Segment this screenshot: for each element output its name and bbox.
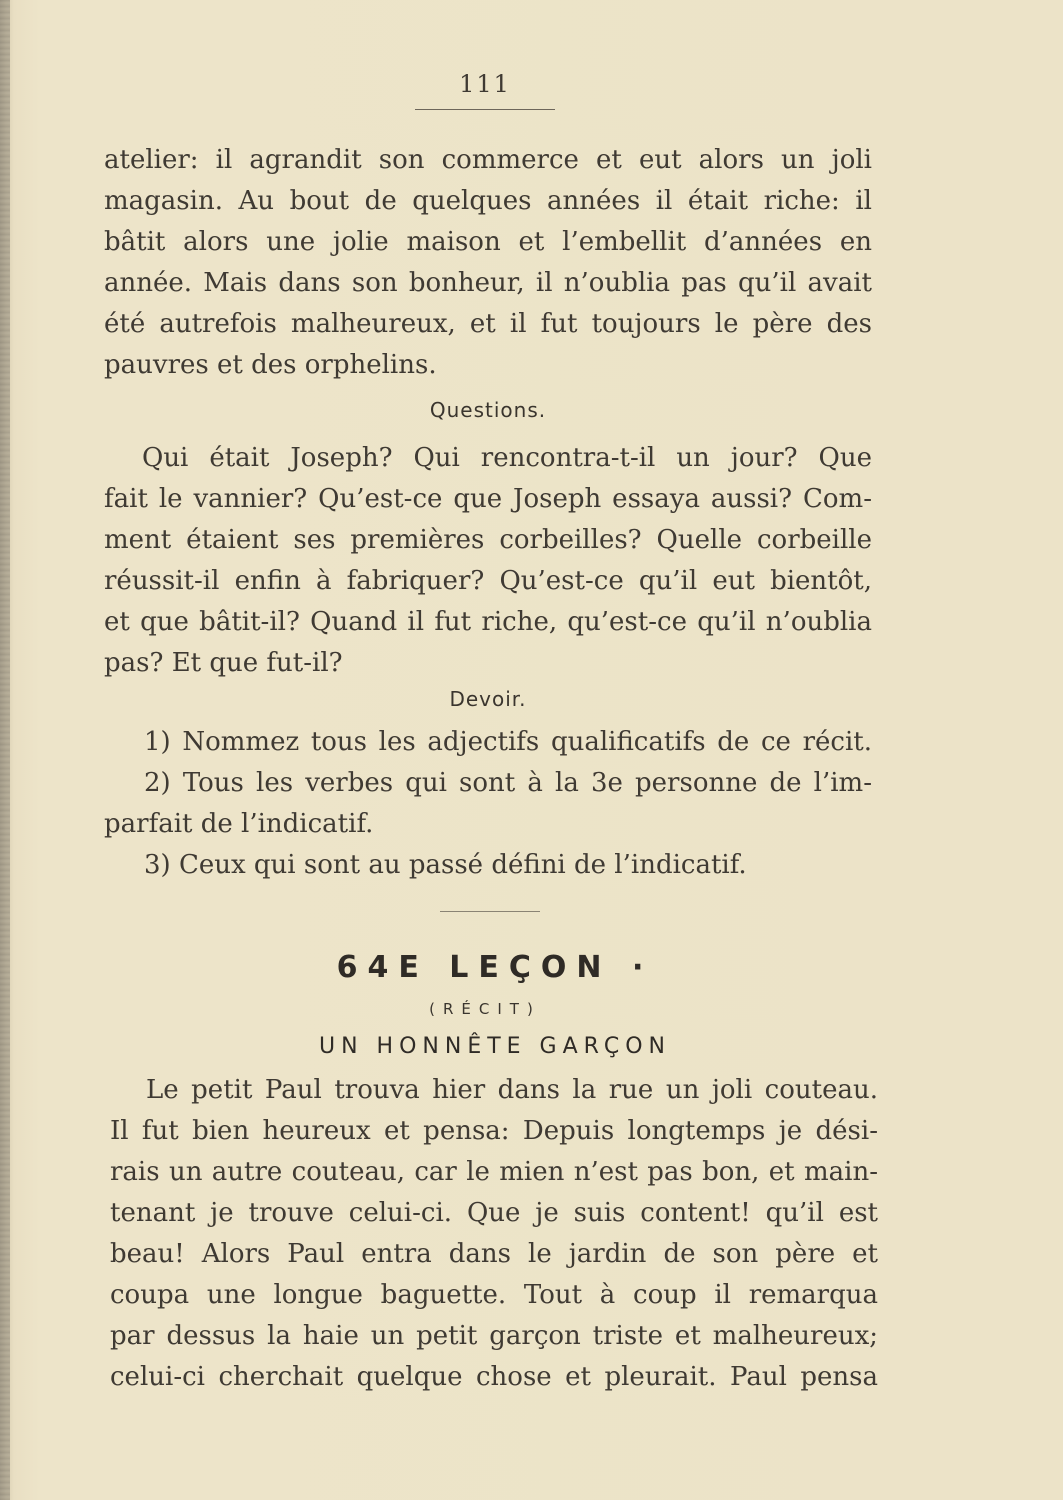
text-line: pauvres et des orphelins. xyxy=(104,350,437,380)
text-line: et que bâtit-il? Quand il fut riche, qu’est-ce qu’il n’oublia xyxy=(104,607,872,637)
devoir-list xyxy=(104,722,872,886)
text-line: atelier: il agrandit son commerce et eut alors un joli xyxy=(104,145,872,175)
text-line: année. Mais dans son bonheur, il n’oublia pas qu’il avait xyxy=(104,268,872,298)
text-line: rais un autre couteau, car le mien n’est pas bon, et main- xyxy=(110,1157,878,1187)
page-number: 111 xyxy=(459,70,511,98)
list-item: parfait de l’indicatif. xyxy=(104,809,374,839)
list-item: 3) Ceux qui sont au passé défini de l’indicatif. xyxy=(144,850,747,880)
text-line: coupa une longue baguette. Tout à coup il remarqua xyxy=(110,1280,878,1310)
page-binding-edge xyxy=(0,0,10,1500)
questions-heading: Questions. xyxy=(429,398,547,422)
text-line: bâtit alors une jolie maison et l’embellit d’années en xyxy=(104,227,872,257)
text-line: celui-ci cherchait quelque chose et pleurait. Paul pensa xyxy=(110,1362,878,1392)
lesson-title: 64E LEÇON · xyxy=(336,950,654,985)
text-line: Il fut bien heureux et pensa: Depuis longtemps je dési- xyxy=(110,1116,878,1146)
text-line: tenant je trouve celui-ci. Que je suis content! qu’il est xyxy=(110,1198,878,1228)
story-end-paragraph xyxy=(104,140,872,386)
devoir-heading: Devoir. xyxy=(449,687,527,711)
list-item: 1) Nommez tous les adjectifs qualificatifs de ce récit. xyxy=(144,727,872,757)
text-line: réussit-il enfin à fabriquer? Qu’est-ce qu’il eut bientôt, xyxy=(104,566,872,596)
questions-paragraph xyxy=(104,438,872,684)
lesson-subtitle: (RÉCIT) xyxy=(429,1000,541,1018)
text-line: Qui était Joseph? Qui rencontra-t-il un jour? Que xyxy=(142,443,872,473)
lesson-heading: UN HONNÊTE GARÇON xyxy=(319,1034,671,1059)
page-number-rule xyxy=(415,109,555,110)
text-line: été autrefois malheureux, et il fut toujours le père des xyxy=(104,309,872,339)
text-line: ment étaient ses premières corbeilles? Quelle corbeille xyxy=(104,525,872,555)
text-line: pas? Et que fut-il? xyxy=(104,648,343,678)
lesson-paragraph xyxy=(110,1070,878,1398)
text-line: beau! Alors Paul entra dans le jardin de son père et xyxy=(110,1239,878,1269)
section-divider xyxy=(440,911,540,912)
list-item: 2) Tous les verbes qui sont à la 3e personne de l’im- xyxy=(144,768,872,798)
text-line: Le petit Paul trouva hier dans la rue un joli couteau. xyxy=(146,1075,878,1105)
text-line: magasin. Au bout de quelques années il était riche: il xyxy=(104,186,872,216)
text-line: par dessus la haie un petit garçon triste et malheureux; xyxy=(110,1321,878,1351)
text-line: fait le vannier? Qu’est-ce que Joseph essaya aussi? Com- xyxy=(104,484,872,514)
